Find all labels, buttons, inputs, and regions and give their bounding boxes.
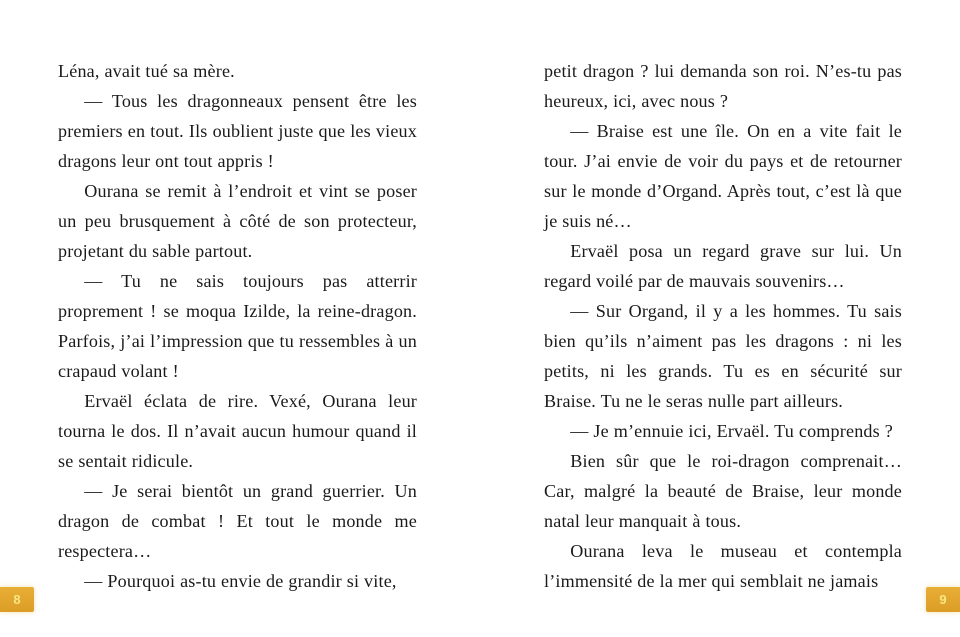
paragraph: Ourana leva le museau et contempla l’immensité de la mer qui semblait ne jamais: [544, 541, 902, 591]
paragraph: Bien sûr que le roi-dragon comprenait… Car, malgré la beauté de Braise, leur monde natal leur manquait à tous.: [544, 451, 902, 531]
paragraph: — Tu ne sais toujours pas atterrir proprement ! se moqua Izilde, la reine-dragon. Parfois, j’ai l’impression que tu ressembles à un crapaud volant !: [58, 271, 417, 381]
paragraph: — Tous les dragonneaux pensent être les premiers en tout. Ils oublient juste que les vieux dragons leur ont tout appris !: [58, 91, 417, 171]
paragraph: Ervaël éclata de rire. Vexé, Ourana leur tourna le dos. Il n’avait aucun humour quand il se sentait ridicule.: [58, 391, 417, 471]
paragraph: — Je m’ennuie ici, Ervaël. Tu comprends ?: [570, 421, 893, 441]
paragraph: — Pourquoi as-tu envie de grandir si vite,: [84, 571, 397, 591]
page-number-left: 8: [13, 592, 21, 607]
right-page-text-block: [544, 56, 902, 596]
page-right: [480, 0, 960, 637]
page-number-badge-left: [0, 587, 34, 612]
paragraph: Léna, avait tué sa mère.: [58, 61, 235, 81]
page-number-badge-right: [926, 587, 960, 612]
left-page-text-block: [58, 56, 417, 596]
paragraph: petit dragon ? lui demanda son roi. N’es-tu pas heureux, ici, avec nous ?: [544, 61, 902, 111]
page-number-right: 9: [939, 592, 947, 607]
paragraph: Ervaël posa un regard grave sur lui. Un regard voilé par de mauvais souvenirs…: [544, 241, 902, 291]
paragraph: — Sur Organd, il y a les hommes. Tu sais bien qu’ils n’aiment pas les dragons : ni les petits, ni les grands. Tu es en sécurité sur Braise. Tu ne le seras nulle part ailleurs.: [544, 301, 902, 411]
paragraph: — Braise est une île. On en a vite fait le tour. J’ai envie de voir du pays et de retourner sur le monde d’Organd. Après tout, c’est là que je suis né…: [544, 121, 902, 231]
paragraph: Ourana se remit à l’endroit et vint se poser un peu brusquement à côté de son protecteur, projetant du sable partout.: [58, 181, 417, 261]
paragraph: — Je serai bientôt un grand guerrier. Un dragon de combat ! Et tout le monde me respectera…: [58, 481, 417, 561]
